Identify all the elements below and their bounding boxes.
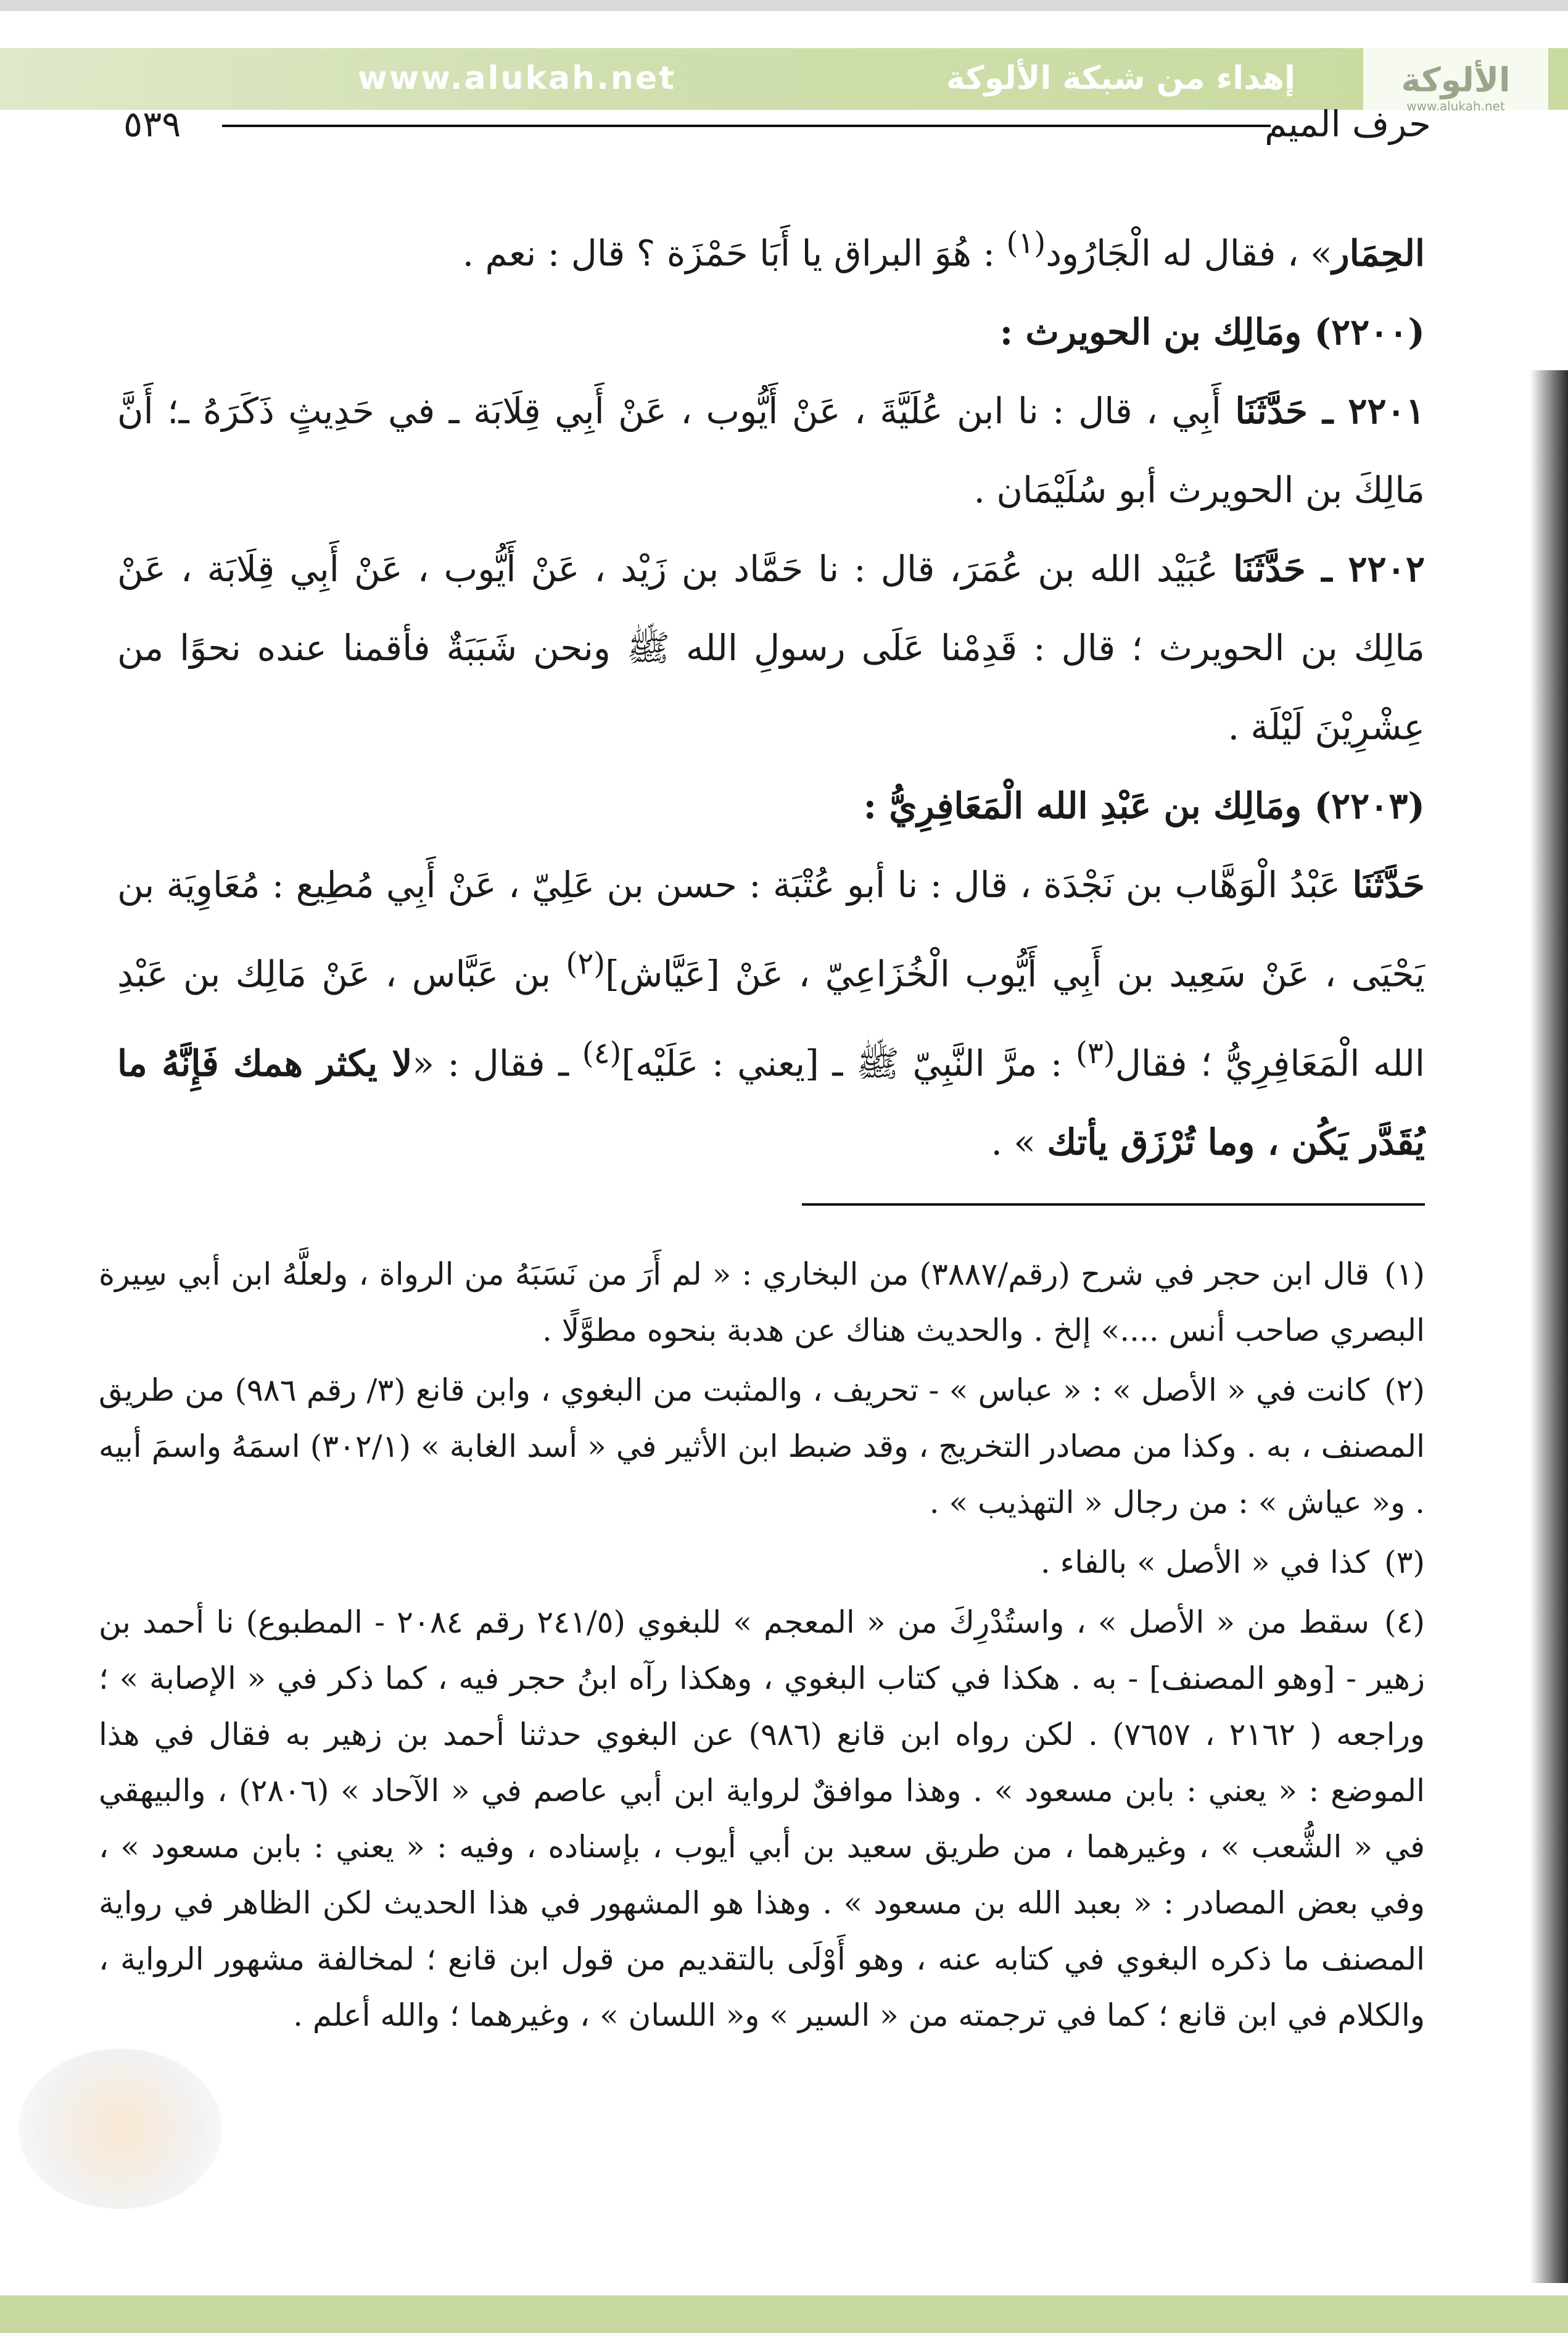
text-segment: ـ فقال : « [412,1042,582,1084]
entry-heading-2203: (٢٢٠٣) ومَالِك بن عَبْدِ الله الْمَعَافِرِيُّ : [863,785,1425,827]
page-top-edge [0,0,1568,11]
footnote-ref-3[interactable]: (٣) [1076,1035,1115,1071]
main-text [117,204,1425,1191]
hadith-text-2201: أَبِي ، قال : نا ابن عُلَيَّةَ ، عَنْ أَيُّوب ، عَنْ أَبِي قِلَابَة ـ في حَدِيثٍ ذَكَرَهُ ـ؛ أَنَّ مَالِكَ بن الحويرث أبو سُلَيْمَان . [117,390,1425,512]
footnote-text: سقط من « الأصل » ، واستُدْرِكَ من « المعجم » للبغوي (٢٤١/٥ رقم ٢٠٨٤ - المطبوع) نا أحمد بن زهير - [وهو المصنف] - به . هكذا في كتاب البغوي ، وهكذا رآه ابنُ حجر فيه ، كما ذكر في « الإصابة » ؛ وراجعه ( ٢١٦٢ ، ٧٦٥٧) . لكن رواه ابن قانع (٩٨٦) عن البغوي حدثنا أحمد بن زهير به فقال في هذا الموضع : « يعني : بابن مسعود » . وهذا موافقٌ لرواية ابن أبي عاصم في « الآحاد » (٢٨٠٦) ، والبيهقي في « الشُّعب » ، وغيرهما ، من طريق سعيد بن أبي أيوب ، بإسناده ، وفيه : « يعني : بابن مسعود » ، وفي بعض المصادر : « بعبد الله بن مسعود » . وهذا هو المشهور في هذا الحديث لكن الظاهر في رواية المصنف ما ذكره البغوي في كتابه عنه ، وهو أَوْلَى بالتقديم من قول ابن قانع ؛ لمخالفة مشهور الرواية ، والكلام في ابن قانع ؛ كما في ترجمته من « السير » و« اللسان » ، وغيرهما ؛ والله أعلم . [99,1604,1425,2033]
text-segment: بن عَبَّاس ، عَنْ مَالِك بن عَبْدِ الله الْمَعَافِرِيُّ ؛ فقال [117,953,1425,1084]
header-rule [222,125,1271,127]
footnote-4 [99,1594,1425,2044]
prophetic-saying: لا يكثر همك فَإِنَّهُ ما يُقَدَّر يَكُن ، وما تُرْزَق يأتك [117,1042,1425,1163]
footnotes-separator [802,1203,1425,1206]
text-segment: » ، فقال له الْجَارُود [1046,232,1332,275]
banner-url[interactable]: www.alukah.net [358,60,677,97]
scan-edge-shadow [1530,370,1568,2283]
hadith-2201 [117,371,1425,529]
hadith-number-2202: ٢٢٠٢ ـ حَدَّثَنَا [1233,548,1425,591]
footnote-1 [99,1246,1425,1359]
text-segment: » . [991,1121,1047,1163]
footnote-number: (١) [1384,1256,1425,1292]
hadith-opening-2203: حَدَّثَنَا [1352,864,1425,906]
text-segment: : هُوَ البراق يا أَبَا حَمْزَة ؟ قال : نعم . [462,232,1007,275]
footnote-2 [99,1362,1425,1531]
hadith-2203 [117,845,1425,1182]
footnotes [99,1246,1425,2258]
text-segment: عَبْدُ الْوَهَّاب بن نَجْدَة ، قال : نا أبو عُتْبَة : حسن بن عَلِيّ ، عَنْ أَبِي مُطِيع : مُعَاوِيَة بن يَحْيَى ، عَنْ سَعِيد بن أَبِي أَيُّوب الْخُزَاعِيّ ، عَنْ [عَيَّاش] [117,864,1425,995]
bottom-bar [0,2295,1568,2333]
footnote-text: كذا في « الأصل » بالفاء . [1040,1544,1369,1580]
running-header [123,99,1431,148]
chapter-title: حرف الميم [1265,103,1431,145]
text-segment: : مرَّ النَّبِيّ ﷺ ـ [يعني : عَلَيْه] [621,1042,1076,1084]
entry-heading-2200: (٢٢٠٠) ومَالِك بن الحويرث : [999,311,1425,354]
paragraph-continuation [117,204,1425,292]
footnote-number: (٤) [1384,1604,1425,1640]
footnote-text: قال ابن حجر في شرح (رقم/٣٨٨٧) من البخاري : « لم أَرَ من نَسَبَهُ من الرواة ، ولعلَّهُ ابن أبي سِيرة البصري صاحب أنس ....» إلخ . والحديث هناك عن هدبة بنحوه مطوَّلًا . [99,1256,1425,1348]
corner-watermark [19,2049,222,2209]
hadith-2202 [117,529,1425,766]
logo-name: الألوكة [1401,60,1511,99]
hadith-text-2202: عُبَيْد الله بن عُمَرَ، قال : نا حَمَّاد بن زَيْد ، عَنْ أَيُّوب ، عَنْ أَبِي قِلَابَة ، عَنْ مَالِك بن الحويرث ؛ قال : قَدِمْنا عَلَى رسولِ الله ﷺ ونحن شَبَبَةٌ فأقمنا عنده نحوًا من عِشْرِيْنَ لَيْلَة . [117,548,1425,748]
footnote-3 [99,1535,1425,1591]
footnote-ref-2[interactable]: (٢) [566,947,606,982]
hadith-number-2201: ٢٢٠١ ـ حَدَّثَنَا [1235,390,1425,433]
footnote-ref-4[interactable]: (٤) [582,1035,622,1071]
footnote-number: (٢) [1384,1372,1425,1408]
footnote-number: (٣) [1384,1544,1425,1580]
footnote-text: كانت في « الأصل » : « عباس » - تحريف ، والمثبت من البغوي ، وابن قانع (٣/ رقم ٩٨٦) من طريق المصنف ، به . وكذا من مصادر التخريج ، وقد ضبط ابن الأثير في « أسد الغابة » (٣٠٢/١) اسمَهُ واسمَ أبيه . و« عياش » : من رجال « التهذيب » . [99,1372,1425,1520]
term-himar: الحِمَار [1332,232,1425,275]
logo-url: www.alukah.net [1406,99,1505,114]
banner-gift-text: إهداء من شبكة الألوكة [946,60,1295,97]
footnote-ref-1[interactable]: (١) [1006,226,1046,260]
page-number: ٥٣٩ [123,103,181,145]
